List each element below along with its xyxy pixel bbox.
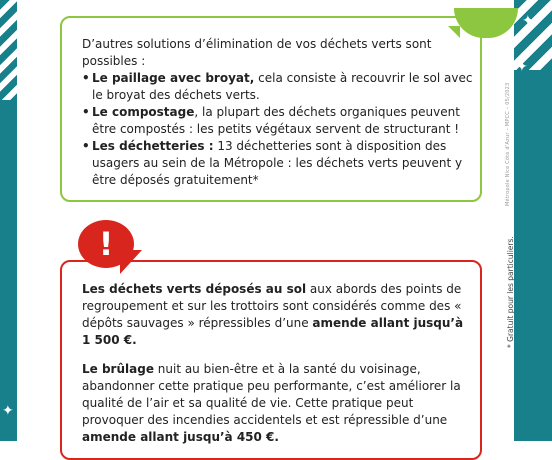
warning-text-span: nuit au bien-être et à la santé du voisinage, abandonner cette pratique peu performante, c’est améliorer la qualité de l’air et sa qualité de vie. Cette pratique peut provoquer des incendies accidentels et est répressible d’une bbox=[82, 362, 461, 427]
item-text: cela consiste à recouvrir le sol avec le broyat des déchets verts. bbox=[92, 71, 473, 102]
footnote-text: * Gratuit pour les particuliers. bbox=[506, 236, 515, 348]
list-item-dechetteries bbox=[82, 138, 474, 189]
item-text: , la plupart des déchets organiques peuvent être compostés : les petits végétaux servent de structurant ! bbox=[92, 105, 460, 136]
star-icon: ✦ bbox=[516, 59, 528, 75]
alternatives-text bbox=[82, 36, 474, 189]
item-title: Les déchetteries : bbox=[92, 139, 214, 153]
star-icon: ✦ bbox=[530, 39, 542, 55]
bullet-icon: • bbox=[82, 71, 90, 85]
warning-paragraph-brulage bbox=[82, 361, 474, 446]
warning-text-span: aux abords des points de regroupement et sur les trottoirs sont considérés comme des « dépôts sauvages » répressibles d’une bbox=[82, 282, 462, 330]
amende-depots: amende allant jusqu’à 1 500 €. bbox=[82, 316, 464, 347]
warning-bubble-tail bbox=[120, 250, 142, 274]
info-bubble-icon bbox=[454, 8, 518, 38]
alternatives-intro: D’autres solutions d’élimination de vos déchets verts sont possibles : bbox=[82, 37, 432, 68]
bullet-icon: • bbox=[82, 105, 90, 119]
star-icon: ✦ bbox=[2, 403, 14, 419]
item-title: Le compostage bbox=[92, 105, 195, 119]
warning-box bbox=[60, 260, 482, 460]
item-text: 13 déchetteries sont à disposition des usagers au sein de la Métropole : les déchets verts peuvent y être déposés gratuitement* bbox=[92, 139, 463, 187]
alternatives-box bbox=[60, 16, 482, 202]
list-item-compostage bbox=[82, 104, 474, 138]
credits-text: Métropole Nice Côte d’Azur – MPCC – 05/2023 bbox=[505, 82, 511, 206]
star-icon: ✦ bbox=[522, 13, 534, 29]
exclamation-icon: ! bbox=[98, 225, 114, 263]
warning-bold: Les déchets verts déposés au sol bbox=[82, 282, 307, 296]
bullet-icon: • bbox=[82, 139, 90, 153]
list-item-paillage bbox=[82, 70, 474, 104]
warning-text bbox=[82, 281, 474, 458]
item-title: Le paillage avec broyat, bbox=[92, 71, 255, 85]
alternatives-list bbox=[82, 70, 474, 189]
warning-bold: Le brûlage bbox=[82, 362, 154, 376]
warning-paragraph-depots bbox=[82, 281, 474, 349]
left-border-solid bbox=[0, 100, 17, 441]
amende-brulage: amende allant jusqu’à 450 €. bbox=[82, 430, 279, 444]
